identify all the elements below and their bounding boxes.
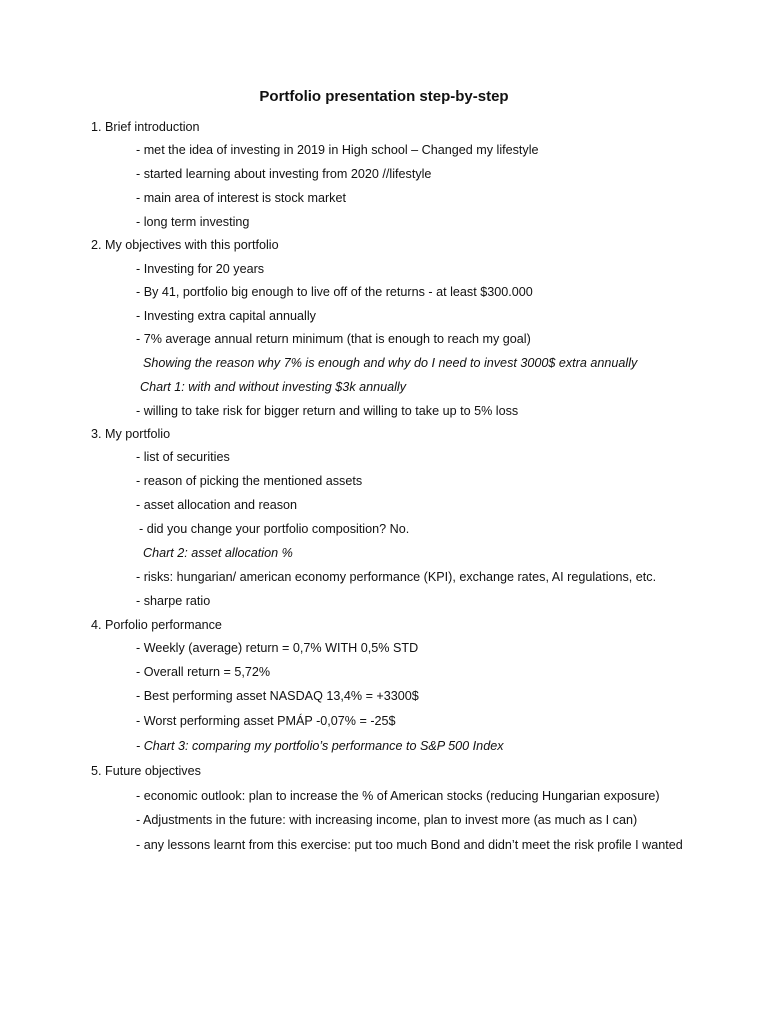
list-item: - met the idea of investing in 2019 in High school – Changed my lifestyle <box>136 143 539 157</box>
document-title: Portfolio presentation step-by-step <box>259 88 509 105</box>
list-item: - reason of picking the mentioned assets <box>136 474 363 488</box>
list-item: - risks: hungarian/ american economy performance (KPI), exchange rates, AI regulations, etc. <box>136 570 657 584</box>
section-heading-my-portfolio: 3. My portfolio <box>91 427 171 441</box>
list-item: - By 41, portfolio big enough to live off of the returns - at least $300.000 <box>136 285 533 299</box>
list-item: - Worst performing asset PMÁP -0,07% = -25$ <box>136 714 396 728</box>
italic-note: Showing the reason why 7% is enough and why do I need to invest 3000$ extra annually <box>143 356 638 370</box>
list-item: - did you change your portfolio composition? No. <box>139 522 410 536</box>
list-item: - Overall return = 5,72% <box>136 665 271 679</box>
list-item: - long term investing <box>136 215 250 229</box>
list-item: - main area of interest is stock market <box>136 191 346 205</box>
list-item: - Investing extra capital annually <box>136 309 316 323</box>
list-item: - asset allocation and reason <box>136 498 298 512</box>
list-item: - list of securities <box>136 450 230 464</box>
section-heading-future-objectives: 5. Future objectives <box>91 764 201 778</box>
list-item: - started learning about investing from 2020 //lifestyle <box>136 167 432 181</box>
section-heading-performance: 4. Porfolio performance <box>91 618 222 632</box>
list-item: - willing to take risk for bigger return and willing to take up to 5% loss <box>136 404 519 418</box>
list-item: - economic outlook: plan to increase the % of American stocks (reducing Hungarian exposure) <box>136 789 660 803</box>
section-heading-brief-introduction: 1. Brief introduction <box>91 120 200 134</box>
list-item: - any lessons learnt from this exercise: put too much Bond and didn’t meet the risk profile I wanted <box>136 838 683 852</box>
list-item: - sharpe ratio <box>136 594 211 608</box>
chart-reference-1: Chart 1: with and without investing $3k annually <box>140 380 407 394</box>
list-item: - 7% average annual return minimum (that is enough to reach my goal) <box>136 332 531 346</box>
list-item: - Adjustments in the future: with increasing income, plan to invest more (as much as I can) <box>136 813 638 827</box>
list-item: - Best performing asset NASDAQ 13,4% = +3300$ <box>136 689 419 703</box>
section-heading-objectives: 2. My objectives with this portfolio <box>91 238 279 252</box>
chart-reference-3: - Chart 3: comparing my portfolio’s performance to S&P 500 Index <box>136 739 504 753</box>
list-item: - Weekly (average) return = 0,7% WITH 0,5% STD <box>136 641 419 655</box>
chart-reference-2: Chart 2: asset allocation % <box>143 546 293 560</box>
list-item: - Investing for 20 years <box>136 262 265 276</box>
